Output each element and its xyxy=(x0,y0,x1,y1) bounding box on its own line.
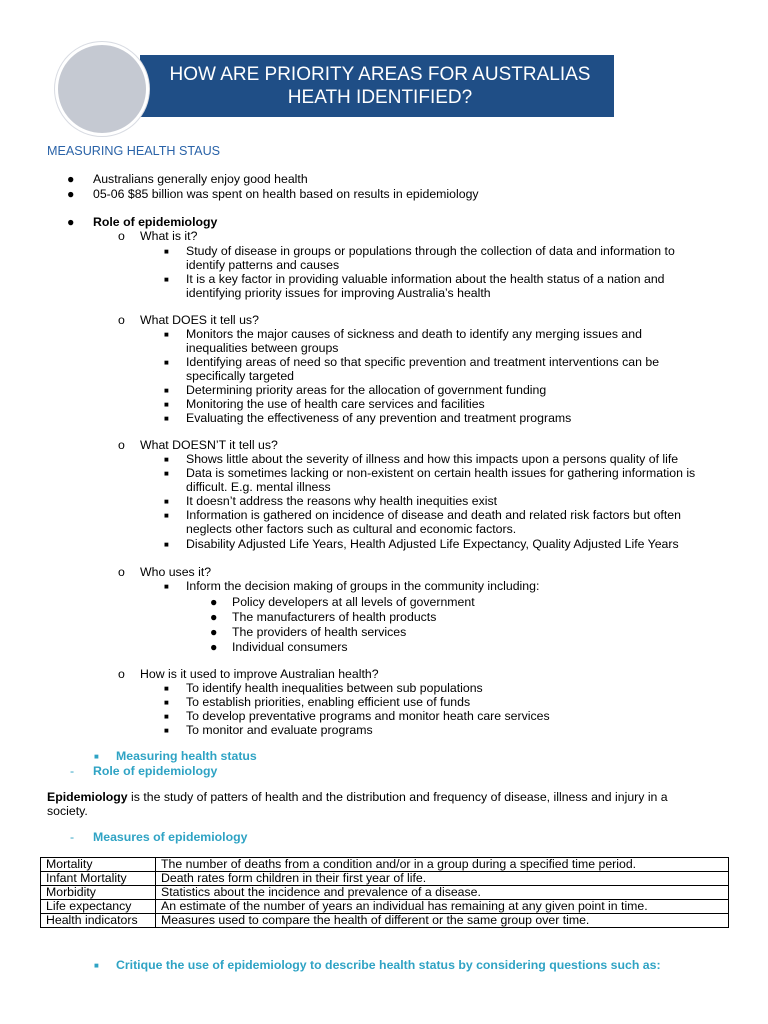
table-cell-term: Life expectancy xyxy=(41,900,156,914)
bullet-square: ■ xyxy=(164,684,169,693)
table-cell-description: The number of deaths from a condition and/or in a group during a specified time period. xyxy=(156,858,729,872)
table-cell-term: Mortality xyxy=(41,858,156,872)
group-item: Policy developers at all levels of government xyxy=(232,595,475,609)
bullet-square: ■ xyxy=(164,455,169,464)
table-cell-term: Morbidity xyxy=(41,886,156,900)
table-row xyxy=(41,914,729,928)
bullet-square: ■ xyxy=(164,511,169,520)
bullet-square: ■ xyxy=(164,712,169,721)
bullet-dot: ● xyxy=(67,215,75,229)
bullet-square: ■ xyxy=(164,358,169,367)
title-line-2: HEATH IDENTIFIED? xyxy=(287,87,473,108)
bullet-dot: ● xyxy=(210,610,218,624)
title-line-1: HOW ARE PRIORITY AREAS FOR AUSTRALIAS xyxy=(169,64,591,85)
table-cell-description: An estimate of the number of years an individual has remaining at any given point in time. xyxy=(156,900,729,914)
list-item: Evaluating the effectiveness of any prevention and treatment programs xyxy=(186,411,572,425)
question-label: What DOESN’T it tell us? xyxy=(140,438,278,452)
bullet-square: ■ xyxy=(164,414,169,423)
list-item: Data is sometimes lacking or non-existent on certain health issues for gathering information is difficult. E.g. mental illness xyxy=(186,466,696,494)
question-label: How is it used to improve Australian health? xyxy=(140,667,379,681)
teal-heading-measures: Measures of epidemiology xyxy=(93,830,248,844)
table-cell-term: Infant Mortality xyxy=(41,872,156,886)
group-item: Individual consumers xyxy=(232,640,348,654)
list-item: To establish priorities, enabling efficient use of funds xyxy=(186,695,471,709)
list-item: Disability Adjusted Life Years, Health Adjusted Life Expectancy, Quality Adjusted Life Years xyxy=(186,537,679,551)
bullet-o: o xyxy=(118,313,125,327)
group-item: The providers of health services xyxy=(232,625,407,639)
table-row xyxy=(41,886,729,900)
bullet-square: ■ xyxy=(164,726,169,735)
bullet-o: o xyxy=(118,667,125,681)
list-item: Determining priority areas for the allocation of government funding xyxy=(186,383,547,397)
table-cell-description: Death rates form children in their first year of life. xyxy=(156,872,729,886)
bullet-square: ■ xyxy=(164,330,169,339)
list-item: To identify health inequalities between sub populations xyxy=(186,681,483,695)
definition-text-line2: society. xyxy=(47,804,88,818)
bullet-square: ■ xyxy=(164,540,169,549)
list-item: Study of disease in groups or populations through the collection of data and information to identify patterns and causes xyxy=(186,244,675,272)
list-item: Shows little about the severity of illness and how this impacts upon a persons quality of life xyxy=(186,452,679,466)
bullet-square: ■ xyxy=(164,275,169,284)
intro-bullet: Australians generally enjoy good health xyxy=(93,172,308,186)
table-row xyxy=(41,872,729,886)
list-item: Information is gathered on incidence of disease and death and related risk factors but often neglects other factors such as cultural and economic factors. xyxy=(186,508,681,536)
bullet-square: ■ xyxy=(164,582,169,591)
definition-text: is the study of patters of health and the distribution and frequency of disease, illness and injury in a xyxy=(127,790,668,804)
teal-heading-measuring: Measuring health status xyxy=(116,749,257,763)
bullet-square: ■ xyxy=(164,698,169,707)
epidemiology-definition xyxy=(47,790,727,818)
bullet-dot: ● xyxy=(210,640,218,654)
group-item: The manufacturers of health products xyxy=(232,610,437,624)
bullet-square: ■ xyxy=(94,752,99,761)
bullet-square: ■ xyxy=(164,386,169,395)
list-item: Monitoring the use of health care services and facilities xyxy=(186,397,485,411)
table-row xyxy=(41,858,729,872)
section-heading: MEASURING HEALTH STAUS xyxy=(47,144,221,158)
bullet-o: o xyxy=(118,438,125,452)
question-label: Who uses it? xyxy=(140,565,212,579)
bullet-square: ■ xyxy=(164,497,169,506)
table-row xyxy=(41,900,729,914)
table-cell-description: Measures used to compare the health of different or the same group over time. xyxy=(156,914,729,928)
table-cell-term: Health indicators xyxy=(41,914,156,928)
intro-bullet: 05-06 $85 billion was spent on health based on results in epidemiology xyxy=(93,187,479,201)
measures-table xyxy=(40,857,729,928)
list-item: To develop preventative programs and monitor heath care services xyxy=(186,709,550,723)
bullet-o: o xyxy=(118,229,125,243)
list-item: To monitor and evaluate programs xyxy=(186,723,373,737)
bullet-dash: - xyxy=(70,830,75,844)
bullet-dot: ● xyxy=(210,625,218,639)
bullet-o: o xyxy=(118,565,125,579)
table-cell-description: Statistics about the incidence and prevalence of a disease. xyxy=(156,886,729,900)
list-item: It is a key factor in providing valuable information about the health status of a nation and identifying priority issues for improving Australia’s health xyxy=(186,272,665,300)
list-item: Identifying areas of need so that specific prevention and treatment interventions can be specifically targeted xyxy=(186,355,660,383)
question-label: What DOES it tell us? xyxy=(140,313,259,327)
bullet-square: ■ xyxy=(164,400,169,409)
teal-heading-role: Role of epidemiology xyxy=(93,764,218,778)
list-item: It doesn’t address the reasons why health inequities exist xyxy=(186,494,498,508)
title-banner xyxy=(140,55,614,117)
bullet-square: ■ xyxy=(164,247,169,256)
bullet-dash: - xyxy=(70,764,75,778)
bullet-square: ■ xyxy=(94,961,99,970)
list-item: Inform the decision making of groups in the community including: xyxy=(186,579,540,593)
definition-term: Epidemiology xyxy=(47,790,128,804)
bullet-dot: ● xyxy=(67,172,75,186)
role-heading: Role of epidemiology xyxy=(93,215,218,229)
list-item: Monitors the major causes of sickness and death to identify any merging issues and inequalities between groups xyxy=(186,327,642,355)
bullet-dot: ● xyxy=(210,595,218,609)
bullet-square: ■ xyxy=(164,469,169,478)
bullet-dot: ● xyxy=(67,187,75,201)
question-label: What is it? xyxy=(140,229,198,243)
decorative-circle xyxy=(55,42,149,136)
teal-heading-critique: Critique the use of epidemiology to describe health status by considering questions such as: xyxy=(116,958,661,972)
